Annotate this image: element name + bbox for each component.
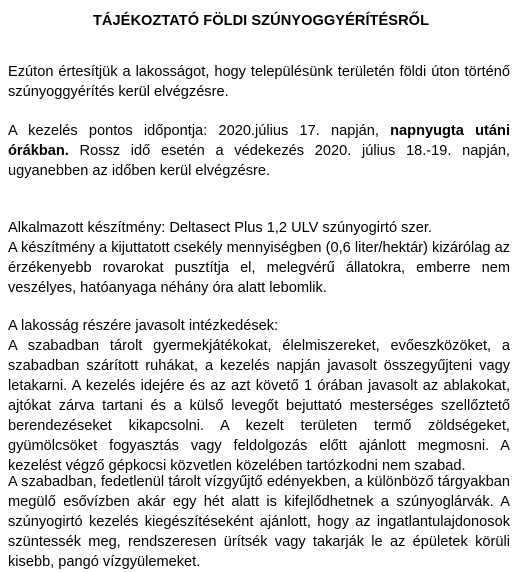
timing-text-after: Rossz idő esetén a védekezés 2020. július 18.-19. napján, ugyanebben az időben kerül elvégzésre. xyxy=(8,143,510,179)
measures-body: A szabadban tárolt gyermekjátékokat, élelmiszereket, evőeszközöket, a szabadban szárított ruhákat, a kezelés napján javasolt összegyűjteni vagy letakarni. A kezelés idejére és az azt követő 1 órában javasolt az ablakokat, ajtókat zárva tartani és a külső levegőt bejuttató mesterséges szellőztető berendezéseket kikapcsolni. A kezelt területen termő zöldségeket, gyümölcsöket fogyasztás vagy feldolgozás előtt ajánlott megmosni. A kezelést végző gépkocsi közvetlen közelében tartózkodni nem szabad. xyxy=(8,338,510,474)
notice-title: TÁJÉKOZTATÓ FÖLDI SZÚNYOGGYÉRÍTÉSRŐL xyxy=(92,13,430,29)
timing-emphasis: napnyugta utáni órákban. xyxy=(8,123,511,159)
intro-paragraph: Ezúton értesítjük a lakosságot, hogy településünk területén földi úton történő szúnyoggyérítés kerül elvégzésre. xyxy=(8,64,510,100)
timing-paragraph xyxy=(8,121,510,181)
product-description: A készítmény a kijuttatott csekély mennyiségben (0,6 liter/hektár) kizárólag az érzékenyebb rovarokat pusztítja el, melegvérű állatokra, emberre nem veszélyes, hatóanyaga néhány óra alatt lebomlik. xyxy=(8,240,510,296)
product-paragraph xyxy=(8,218,510,298)
water-paragraph: A szabadban, fedetlenül tárolt vízgyűjtő edényekben, a különböző tárgyakban megülő esővízben akár egy hét alatt is kifejlődhetnek a szúnyoglárvák. A szúnyogirtó kezelés kiegészítéseként ajánlott, hogy az ingatlantulajdonosok szüntessék meg, rendszeresen ürítsék vagy takarják le az épületek körüli kisebb, pangó vízgyülemeket. xyxy=(8,474,510,570)
measures-heading: A lakosság részére javasolt intézkedések: xyxy=(8,318,279,334)
product-name-line: Alkalmazott készítmény: Deltasect Plus 1,2 ULV szúnyogirtó szer. xyxy=(8,220,432,236)
timing-text-before: A kezelés pontos időpontja: 2020.július 17. napján, xyxy=(8,123,391,139)
measures-paragraph xyxy=(8,316,510,476)
